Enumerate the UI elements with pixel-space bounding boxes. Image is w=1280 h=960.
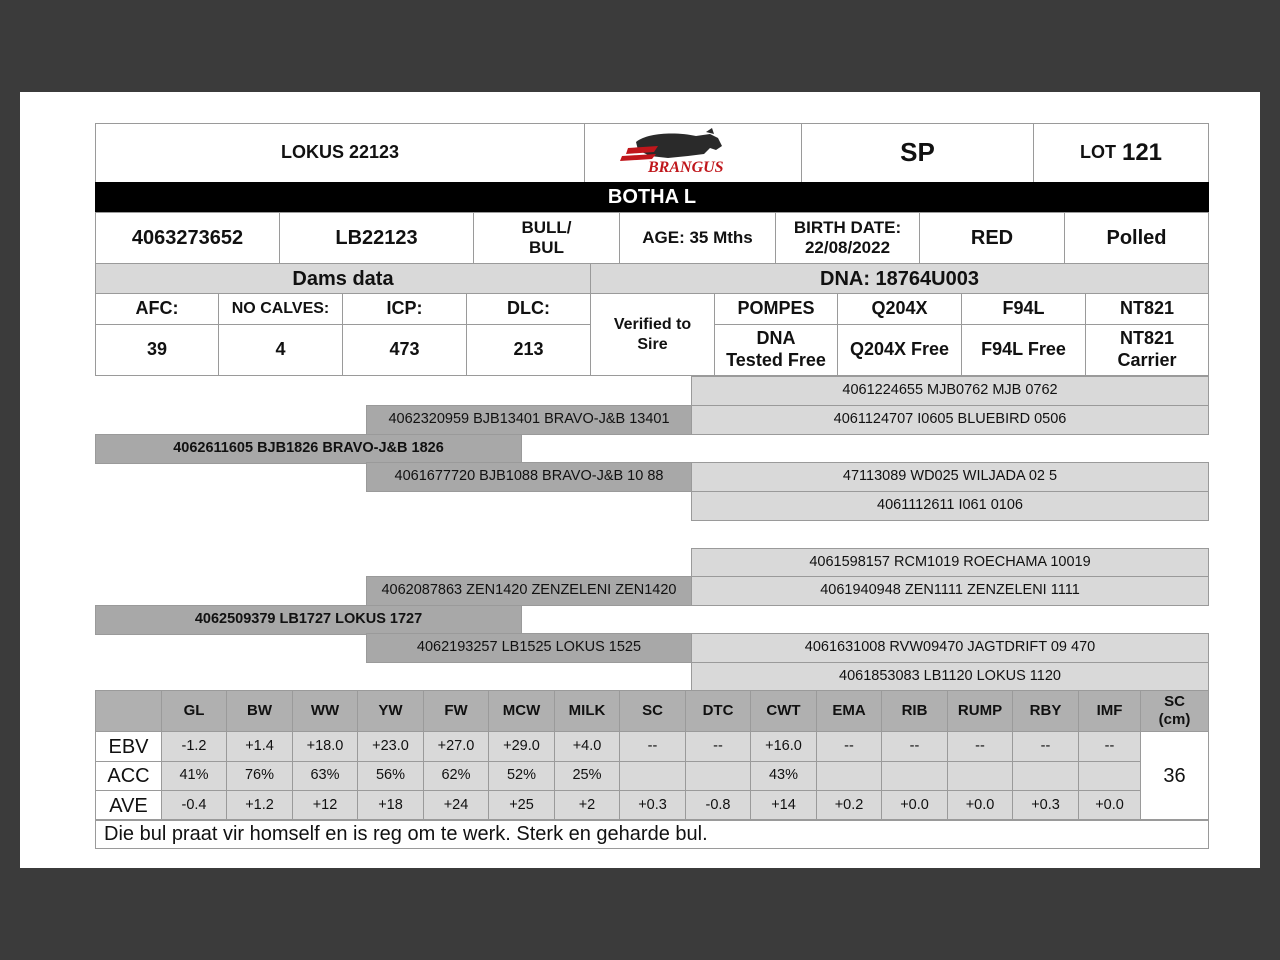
ebv-cell: +0.3	[619, 790, 686, 821]
dna-result-nt821: NT821 Carrier	[1085, 324, 1209, 376]
ebv-cell: --	[881, 731, 948, 762]
owner-name: BOTHA L	[95, 182, 1209, 212]
dna-test-f94l: F94L	[961, 293, 1086, 325]
icp-value: 473	[342, 324, 467, 376]
age: AGE: 35 Mths	[619, 212, 776, 264]
pedigree-sire-dam-dam: 4061112611 I061 0106	[691, 491, 1209, 521]
ebv-header-mcw: MCW	[488, 690, 555, 732]
afc-header: AFC:	[95, 293, 219, 325]
ebv-header-fw: FW	[423, 690, 489, 732]
ebv-cell: --	[1078, 731, 1141, 762]
ebv-cell: --	[685, 731, 751, 762]
pedigree-dam-sire-sire: 4061598157 RCM1019 ROECHAMA 10019	[691, 548, 1209, 578]
ebv-cell: -0.4	[161, 790, 227, 821]
ebv-header-rump: RUMP	[947, 690, 1013, 732]
bull-logo-icon	[618, 128, 768, 178]
ebv-header-ww: WW	[292, 690, 358, 732]
pedigree-dam-dam: 4062193257 LB1525 LOKUS 1525	[366, 633, 692, 663]
ebv-cell: +2	[554, 790, 620, 821]
dna-result-f94l: F94L Free	[961, 324, 1086, 376]
ebv-cell: +27.0	[423, 731, 489, 762]
ebv-cell: 62%	[423, 761, 489, 791]
ebv-cell	[1012, 761, 1079, 791]
dna-test-nt821: NT821	[1085, 293, 1209, 325]
dna-title: DNA: 18764U003	[590, 263, 1209, 294]
calves-header: NO CALVES:	[218, 293, 343, 325]
ebv-header-rib: RIB	[881, 690, 948, 732]
ebv-cell: +0.0	[881, 790, 948, 821]
pedigree-sire: 4062611605 BJB1826 BRAVO-J&B 1826	[95, 434, 522, 464]
ebv-cell: --	[947, 731, 1013, 762]
ebv-row-label-ebv: EBV	[95, 731, 162, 762]
horn-status: Polled	[1064, 212, 1209, 264]
ebv-cell: -0.8	[685, 790, 751, 821]
ebv-header-milk: MILK	[554, 690, 620, 732]
ebv-cell: 52%	[488, 761, 555, 791]
ebv-header-cwt: CWT	[750, 690, 817, 732]
afc-value: 39	[95, 324, 219, 376]
colour: RED	[919, 212, 1065, 264]
ebv-row-label-ave: AVE	[95, 790, 162, 821]
tag-number: LB22123	[279, 212, 474, 264]
ebv-cell: +29.0	[488, 731, 555, 762]
sale-sheet	[20, 92, 1260, 868]
animal-name: LOKUS 22123	[95, 123, 585, 183]
ebv-cell: 41%	[161, 761, 227, 791]
ebv-cell: 63%	[292, 761, 358, 791]
ebv-cell: 25%	[554, 761, 620, 791]
lot-card	[95, 123, 1209, 849]
ebv-cell: 56%	[357, 761, 424, 791]
pedigree-dam-sire-dam: 4061940948 ZEN1111 ZENZELENI 1111	[691, 576, 1209, 606]
pedigree-sire-sire-dam: 4061124707 I0605 BLUEBIRD 0506	[691, 405, 1209, 435]
ebv-table	[95, 690, 1209, 820]
pedigree-sire-sire: 4062320959 BJB13401 BRAVO-J&B 13401	[366, 405, 692, 435]
ebv-sc-value: 36	[1140, 731, 1209, 821]
ebv-cell: +1.4	[226, 731, 293, 762]
ebv-header-rby: RBY	[1012, 690, 1079, 732]
ebv-cell: +14	[750, 790, 817, 821]
ebv-cell: +16.0	[750, 731, 817, 762]
ebv-cell: +0.0	[947, 790, 1013, 821]
birth-date: BIRTH DATE: 22/08/2022	[775, 212, 920, 264]
dlc-value: 213	[466, 324, 591, 376]
pedigree-sire-sire-sire: 4061224655 MJB0762 MJB 0762	[691, 376, 1209, 406]
ebv-cell: +12	[292, 790, 358, 821]
ebv-header-sc-cm: SC (cm)	[1140, 690, 1209, 732]
dlc-header: DLC:	[466, 293, 591, 325]
ebv-cell	[619, 761, 686, 791]
pedigree-sire-dam: 4061677720 BJB1088 BRAVO-J&B 10 88	[366, 462, 692, 492]
verified-to-sire: Verified to Sire	[590, 293, 715, 376]
logo-text: BRANGUS	[648, 159, 724, 176]
ebv-cell: +4.0	[554, 731, 620, 762]
pedigree-dam: 4062509379 LB1727 LOKUS 1727	[95, 605, 522, 635]
dna-test-q204x: Q204X	[837, 293, 962, 325]
ebv-cell: +25	[488, 790, 555, 821]
calves-value: 4	[218, 324, 343, 376]
ebv-cell: +1.2	[226, 790, 293, 821]
ebv-cell: --	[816, 731, 882, 762]
ebv-cell: +23.0	[357, 731, 424, 762]
ebv-header-dtc: DTC	[685, 690, 751, 732]
ebv-cell: +18	[357, 790, 424, 821]
ebv-cell	[881, 761, 948, 791]
dams-title: Dams data	[95, 263, 591, 294]
ebv-header-ema: EMA	[816, 690, 882, 732]
grade: SP	[801, 123, 1034, 183]
ebv-header-corner	[95, 690, 162, 732]
ebv-cell: --	[1012, 731, 1079, 762]
sex: BULL/ BUL	[473, 212, 620, 264]
ebv-header-yw: YW	[357, 690, 424, 732]
ebv-cell: +24	[423, 790, 489, 821]
ebv-header-imf: IMF	[1078, 690, 1141, 732]
ebv-header-sc: SC	[619, 690, 686, 732]
dna-test-pompes: POMPES	[714, 293, 838, 325]
ebv-cell: +0.0	[1078, 790, 1141, 821]
ebv-cell: 76%	[226, 761, 293, 791]
id-number: 4063273652	[95, 212, 280, 264]
lot-word: LOT	[1079, 142, 1116, 163]
lot-label	[1033, 123, 1209, 183]
ebv-header-bw: BW	[226, 690, 293, 732]
icp-header: ICP:	[342, 293, 467, 325]
ebv-row-label-acc: ACC	[95, 761, 162, 791]
ebv-cell: +0.3	[1012, 790, 1079, 821]
lot-number: 121	[1121, 138, 1163, 166]
ebv-cell	[1078, 761, 1141, 791]
dna-result-pompes: DNA Tested Free	[714, 324, 838, 376]
ebv-cell	[816, 761, 882, 791]
ebv-cell: 43%	[750, 761, 817, 791]
ebv-cell: -1.2	[161, 731, 227, 762]
ebv-header-gl: GL	[161, 690, 227, 732]
ebv-cell: --	[619, 731, 686, 762]
brangus-logo	[584, 123, 802, 183]
pedigree-dam-dam-dam: 4061853083 LB1120 LOKUS 1120	[691, 662, 1209, 692]
pedigree-dam-dam-sire: 4061631008 RVW09470 JAGTDRIFT 09 470	[691, 633, 1209, 663]
ebv-cell: +0.2	[816, 790, 882, 821]
comment: Die bul praat vir homself en is reg om te werk. Sterk en geharde bul.	[95, 819, 1209, 849]
ebv-cell	[685, 761, 751, 791]
ebv-cell	[947, 761, 1013, 791]
pedigree-sire-dam-sire: 47113089 WD025 WILJADA 02 5	[691, 462, 1209, 492]
ebv-cell: +18.0	[292, 731, 358, 762]
dna-result-q204x: Q204X Free	[837, 324, 962, 376]
pedigree-dam-sire: 4062087863 ZEN1420 ZENZELENI ZEN1420	[366, 576, 692, 606]
